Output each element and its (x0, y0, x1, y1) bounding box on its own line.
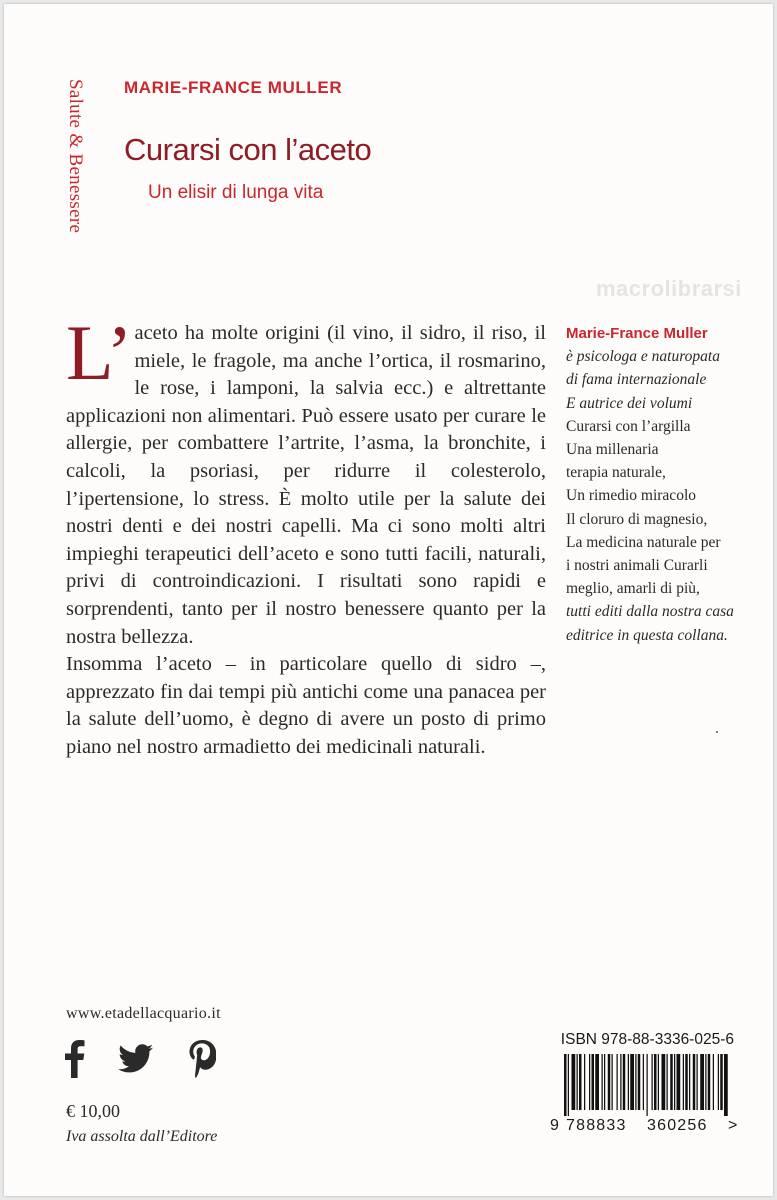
bio-book: La medicina naturale per (566, 533, 721, 551)
bio-line: è psicologa e naturopata (566, 348, 720, 366)
bio-book: Curarsi con l’argilla (566, 417, 691, 435)
facebook-icon[interactable] (62, 1040, 88, 1078)
bio-book: Una millenaria (566, 441, 659, 459)
price: € 10,00 (66, 1101, 120, 1121)
blurb (66, 309, 546, 762)
barcode-digits-right: 360256 (647, 1117, 708, 1134)
bio-line: di fama internazionale (566, 371, 707, 389)
watermark: macrolibrarsi (596, 276, 742, 301)
author-name: MARIE-FRANCE MULLER (124, 78, 343, 97)
isbn-label: ISBN 978-88-3336-025-6 (560, 1031, 734, 1048)
series-label: Salute & Benessere (65, 79, 86, 234)
bio-book: terapia naturale, (566, 464, 666, 482)
barcode-lead-digit: 9 (550, 1117, 559, 1134)
vat-note: Iva assolta dall’Editore (66, 1128, 218, 1145)
blurb-paragraph-1: L’ aceto ha molte origini (il vino, il sidro, il riso, il miele, le fragole, ma anche l’ortica, il rosmarino, le rose, i lamponi, la salvia ecc.) e altrettante applicazioni non alimentari. Può essere usato per curare le allergie, per combattere l’artrite, l’asma, la bronchite, i calcoli, la psoriasi, per ridurre il colesterolo, l’ipertensione, lo stress. È molto utile per la salute dei nostri denti e dei nostri capelli. Ma ci sono molti altri impieghi terapeutici dell’aceto e sono tutti facili, naturali, privi di controindicazioni. I risultati sono rapidi e sorprendenti, tanto per il nostro benessere quanto per la nostra bellezza. (66, 309, 546, 648)
blurb-paragraph-2: Insomma l’aceto – in particolare quello di sidro –, apprezzato fin dai tempi più antichi come una panacea per la salute dell’uomo, è degno di avere un posto di primo piano nel nostro armadietto dei medicinali naturali. (66, 653, 546, 758)
book-back-cover (4, 4, 773, 1196)
bio-line: E autrice dei volumi (566, 394, 693, 412)
publisher-website[interactable]: www.etadellacquario.it (66, 1005, 221, 1022)
author-bio (566, 322, 766, 647)
book-title: Curarsi con l’aceto (124, 132, 372, 167)
dot-mark (716, 731, 718, 733)
bio-line: editrice in questa collana. (566, 626, 728, 644)
barcode-arrow: > (728, 1117, 738, 1134)
barcode-digits-left: 788833 (566, 1117, 627, 1134)
bio-book: i nostri animali Curarli (566, 557, 708, 575)
book-subtitle: Un elisir di lunga vita (148, 182, 324, 203)
bio-book: Un rimedio miracolo (566, 487, 696, 505)
bio-line: tutti editi dalla nostra casa (566, 603, 734, 621)
pinterest-icon[interactable] (188, 1040, 216, 1078)
bio-book: Il cloruro di magnesio, (566, 510, 708, 528)
bio-author-name: Marie-France Muller (566, 325, 708, 342)
bio-book: meglio, amarli di più, (566, 580, 700, 598)
drop-cap: L’ (66, 309, 133, 396)
barcode (552, 1054, 732, 1116)
twitter-icon[interactable] (118, 1044, 154, 1074)
